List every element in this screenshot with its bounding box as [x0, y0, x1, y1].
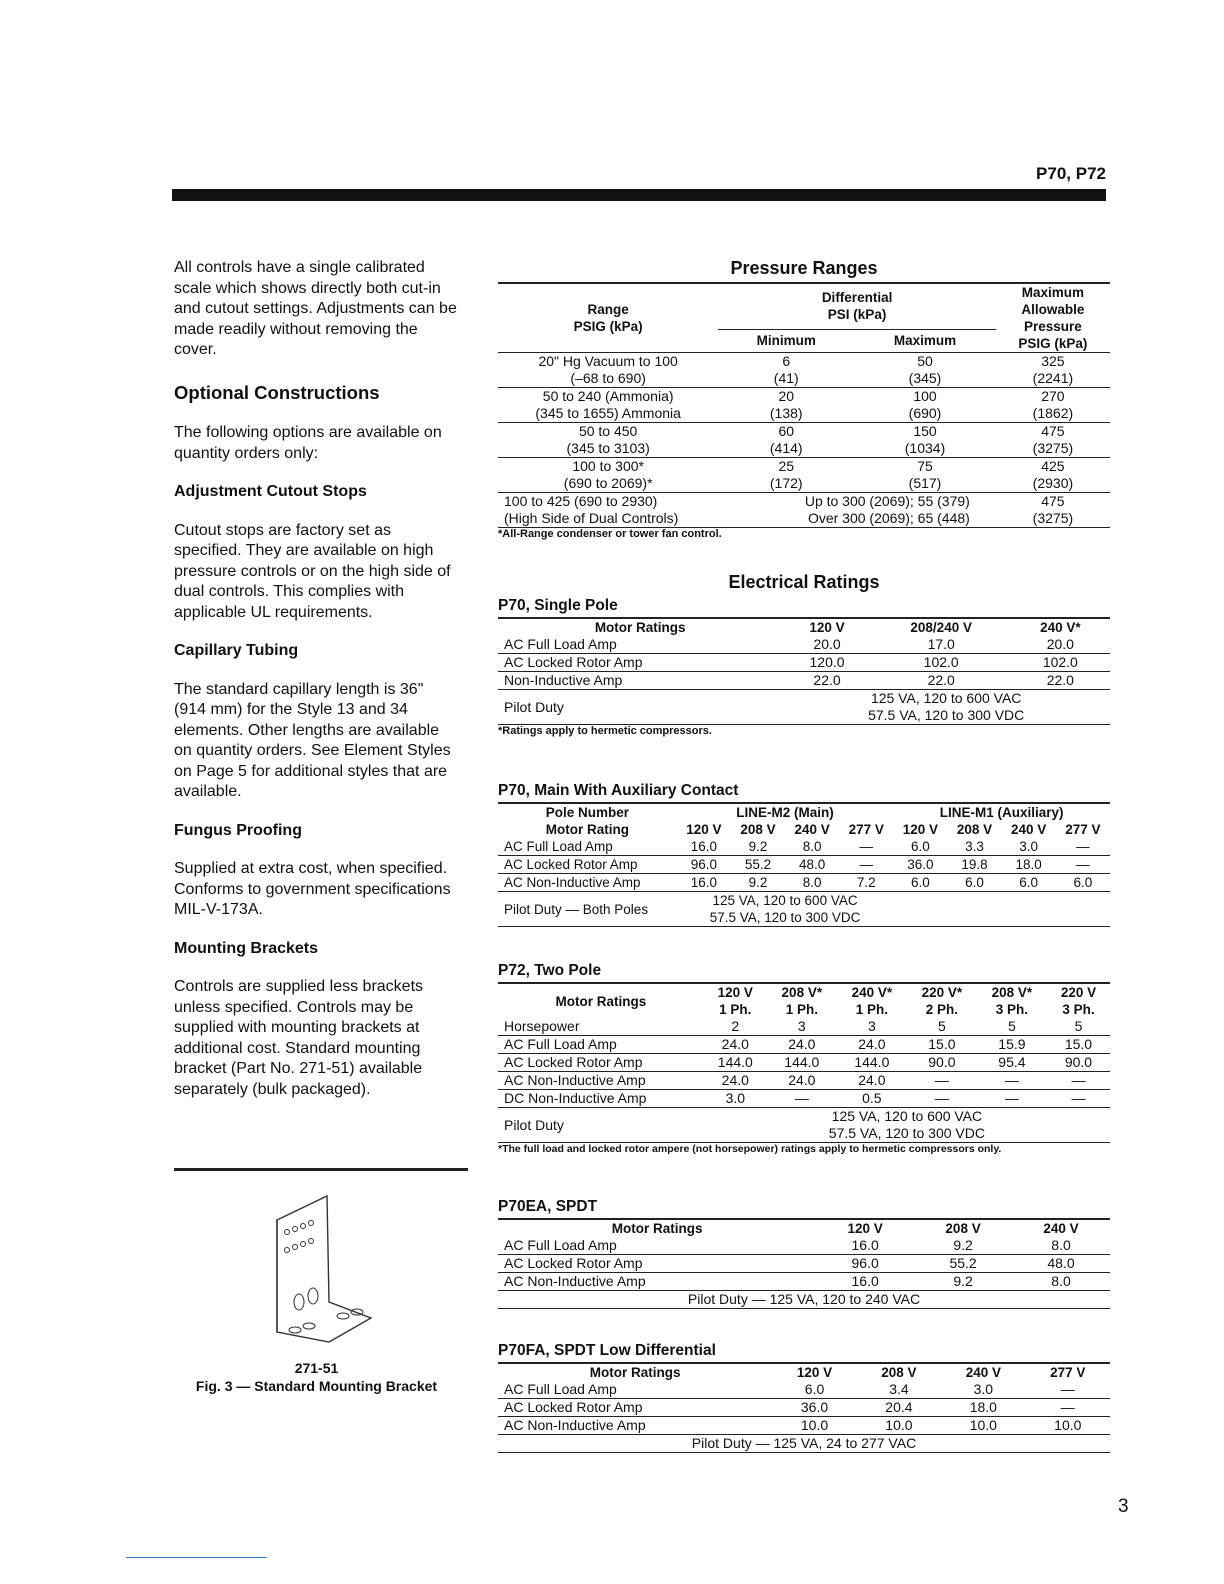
table-cell: 22.0	[1011, 672, 1110, 690]
table-cell: 19.8	[947, 856, 1001, 874]
column-header: 120 V	[847, 1221, 883, 1236]
table-cell: (345 to 1655) Ammonia	[498, 405, 718, 423]
table-cell: 48.0	[1012, 1255, 1110, 1273]
pressure-ranges-section	[498, 258, 1110, 540]
p70ea-table	[498, 1218, 1110, 1309]
table-cell: (690 to 2069)*	[498, 475, 718, 493]
column-header: 120 V	[809, 620, 845, 635]
table-cell: 96.0	[677, 856, 731, 874]
table-cell: 3.3	[947, 838, 1001, 856]
document-code: P70, P72	[1036, 164, 1106, 183]
table-cell: AC Non-Inductive Amp	[498, 1072, 704, 1090]
table-cell: 10.0	[772, 1417, 856, 1435]
table-cell: (690)	[854, 405, 996, 423]
table-cell: Over 300 (2069); 65 (448)	[718, 510, 996, 528]
column-header: Pole Number	[545, 805, 630, 820]
table-cell: AC Non-Inductive Amp	[498, 874, 677, 892]
table-cell: AC Full Load Amp	[498, 1237, 816, 1255]
table-cell: —	[1026, 1381, 1110, 1399]
p70-single-pole-table	[498, 617, 1110, 725]
column-header: 208 V	[881, 1365, 917, 1380]
table-cell: (1862)	[996, 405, 1110, 423]
column-header: 208 V* 1 Ph.	[781, 985, 823, 1017]
table-cell: 16.0	[677, 874, 731, 892]
table-cell: (–68 to 690)	[498, 370, 718, 388]
diff-maximum-header: Maximum	[893, 333, 957, 349]
p70-single-pole-section	[498, 572, 1110, 737]
table-cell: AC Full Load Amp	[498, 1381, 772, 1399]
capillary-tubing-heading: Capillary Tubing	[174, 642, 299, 659]
table-cell: 3	[767, 1018, 837, 1036]
table-cell: AC Full Load Amp	[498, 636, 782, 654]
column-header: 240 V	[1011, 822, 1047, 837]
table-cell: 6.0	[893, 838, 947, 856]
table-cell: 36.0	[772, 1399, 856, 1417]
table-cell: 50 to 240 (Ammonia)	[542, 388, 674, 404]
table-cell: (414)	[718, 440, 854, 458]
p70ea-section	[498, 1198, 1110, 1309]
table-cell: 20.4	[857, 1399, 941, 1417]
table-cell: 10.0	[857, 1417, 941, 1435]
diff-minimum-header: Minimum	[756, 333, 816, 349]
table-cell: —	[907, 1072, 977, 1090]
table-cell: AC Full Load Amp	[498, 1036, 704, 1054]
table-cell: —	[907, 1090, 977, 1108]
table-cell: (517)	[854, 475, 996, 493]
table-cell: 24.0	[704, 1036, 767, 1054]
table-cell: 3.0	[704, 1090, 767, 1108]
fungus-proofing-heading: Fungus Proofing	[174, 821, 302, 839]
table-cell: —	[1056, 856, 1110, 874]
table-cell: —	[1047, 1090, 1110, 1108]
table-cell: 3.0	[941, 1381, 1025, 1399]
table-cell: 90.0	[907, 1054, 977, 1072]
p72-footnote: *The full load and locked rotor ampere (not horsepower) ratings apply to hermetic compressors only.	[498, 1143, 1002, 1155]
table-cell: 18.0	[941, 1399, 1025, 1417]
table-cell: AC Full Load Amp	[498, 838, 677, 856]
column-header: 208 V* 3 Ph.	[991, 985, 1033, 1017]
table-cell: Pilot Duty	[498, 1108, 704, 1143]
table-cell: 6	[782, 353, 791, 369]
table-cell: 6.0	[947, 874, 1001, 892]
table-cell: 24.0	[767, 1072, 837, 1090]
table-cell: 24.0	[767, 1036, 837, 1054]
table-cell: 2	[704, 1018, 767, 1036]
table-cell: (3275)	[996, 510, 1110, 528]
p72-title: P72, Two Pole	[498, 962, 602, 979]
table-cell: 22.0	[872, 672, 1011, 690]
header-rule	[172, 189, 1106, 201]
table-cell: —	[977, 1090, 1047, 1108]
column-header: 120 V	[902, 822, 939, 837]
column-header: Motor Ratings	[594, 620, 686, 635]
table-cell: Pilot Duty — 125 VA, 120 to 240 VAC	[498, 1291, 1110, 1309]
table-cell: 17.0	[872, 636, 1011, 654]
table-cell: AC Locked Rotor Amp	[498, 856, 677, 874]
differential-header: Differential PSI (kPa)	[718, 283, 996, 329]
table-cell: 125 VA, 120 to 600 VAC 57.5 VA, 120 to 300 VDC	[677, 892, 894, 927]
table-cell: 102.0	[872, 654, 1011, 672]
column-header: 240 V*	[1040, 620, 1081, 635]
table-cell: 5	[977, 1018, 1047, 1036]
table-cell: 9.2	[914, 1237, 1012, 1255]
scan-artifact-line	[126, 1557, 267, 1558]
table-cell: 10.0	[1026, 1417, 1110, 1435]
table-cell: 20.0	[782, 636, 871, 654]
table-cell: 8.0	[785, 838, 839, 856]
optional-constructions-heading: Optional Constructions	[174, 381, 380, 403]
table-cell: (1034)	[854, 440, 996, 458]
p70-single-pole-footnote: *Ratings apply to hermetic compressors.	[498, 725, 712, 737]
table-cell: 144.0	[767, 1054, 837, 1072]
table-cell: 55.2	[731, 856, 785, 874]
table-cell: 3.4	[857, 1381, 941, 1399]
table-cell: 25	[778, 458, 795, 474]
p70ea-title: P70EA, SPDT	[498, 1198, 598, 1215]
p72-section	[498, 962, 1110, 1155]
figure-number: 271-51	[294, 1360, 339, 1376]
table-cell: 15.0	[1047, 1036, 1110, 1054]
table-cell: AC Locked Rotor Amp	[498, 1255, 816, 1273]
column-header: Motor Rating	[545, 822, 629, 837]
table-cell: 6.0	[1002, 874, 1056, 892]
table-cell: Pilot Duty — 125 VA, 24 to 277 VAC	[498, 1435, 1110, 1453]
table-cell: 3	[837, 1018, 907, 1036]
table-cell: 16.0	[816, 1237, 914, 1255]
table-cell: 8.0	[1012, 1237, 1110, 1255]
column-header: 220 V 3 Ph.	[1060, 985, 1097, 1017]
table-cell: 425	[1041, 458, 1065, 474]
column-header: 277 V	[1050, 1365, 1086, 1380]
table-cell: 22.0	[782, 672, 871, 690]
p70-aux-table	[498, 802, 1110, 927]
table-cell: AC Non-Inductive Amp	[498, 1417, 772, 1435]
table-cell: 6.0	[1056, 874, 1110, 892]
column-header: Motor Ratings	[589, 1365, 681, 1380]
column-header: Motor Ratings	[555, 993, 647, 1009]
table-cell: 100 to 300*	[572, 458, 644, 474]
table-cell: 150	[913, 423, 937, 439]
range-header: Range PSIG (kPa)	[573, 302, 643, 334]
table-cell: (172)	[718, 475, 854, 493]
column-header: 120 V 1 Ph.	[717, 985, 753, 1017]
table-cell: 50 to 450	[578, 423, 638, 439]
table-cell: 475	[1041, 493, 1065, 509]
table-cell: 16.0	[816, 1273, 914, 1291]
table-cell: (High Side of Dual Controls)	[498, 510, 718, 528]
table-cell: 125 VA, 120 to 600 VAC 57.5 VA, 120 to 300 VDC	[704, 1108, 1110, 1143]
table-cell: AC Locked Rotor Amp	[498, 1054, 704, 1072]
table-cell: (3275)	[996, 440, 1110, 458]
left-divider	[174, 1168, 468, 1171]
table-cell: 6.0	[893, 874, 947, 892]
column-header: 120 V	[686, 822, 722, 837]
mounting-bracket-illustration	[265, 1192, 385, 1352]
column-header: 208 V	[945, 1221, 981, 1236]
p70-aux-section	[498, 782, 1110, 927]
fungus-proofing-text: Supplied at extra cost, when specified. Conforms to government specifications MIL-V-173A.	[174, 860, 451, 918]
table-cell: 60	[778, 423, 795, 439]
pressure-ranges-title: Pressure Ranges	[730, 258, 878, 278]
column-header: 220 V* 2 Ph.	[921, 985, 963, 1017]
table-cell: 48.0	[785, 856, 839, 874]
table-cell: 24.0	[837, 1036, 907, 1054]
column-header: Motor Ratings	[611, 1221, 703, 1236]
table-cell: 120.0	[782, 654, 871, 672]
mounting-brackets-text: Controls are supplied less brackets unless specified. Controls may be supplied with mounting brackets at additional cost. Standard mounting bracket (Part No. 271-51) available separately (bulk packaged).	[174, 978, 424, 1098]
table-cell: —	[977, 1072, 1047, 1090]
table-cell: 325	[1041, 353, 1065, 369]
table-cell: 144.0	[704, 1054, 767, 1072]
optional-constructions-text: The following options are available on quantity orders only:	[174, 424, 442, 462]
table-cell: 20" Hg Vacuum to 100	[538, 353, 678, 369]
capillary-tubing-text: The standard capillary length is 36" (914 mm) for the Style 13 and 34 elements. Other lengths are available on quantity orders. See Element Styles on Page 5 for additional styles that are available.	[174, 680, 451, 800]
p70-aux-title: P70, Main With Auxiliary Contact	[498, 782, 739, 799]
column-header: 120 V	[796, 1365, 833, 1380]
column-header: 240 V* 1 Ph.	[851, 985, 893, 1017]
left-column	[174, 258, 459, 1100]
page-number: 3	[1118, 1496, 1129, 1517]
table-cell: Up to 300 (2069); 55 (379)	[804, 493, 970, 509]
column-header: LINE-M2 (Main)	[736, 805, 834, 820]
column-header: 240 V	[794, 822, 830, 837]
pressure-footnote: *All-Range condenser or tower fan control.	[498, 528, 722, 540]
table-cell: 16.0	[677, 838, 731, 856]
p70fa-table	[498, 1362, 1110, 1453]
table-cell: Horsepower	[498, 1018, 704, 1036]
table-cell: (2241)	[996, 370, 1110, 388]
table-cell: 15.9	[977, 1036, 1047, 1054]
column-header: 277 V	[1065, 822, 1101, 837]
table-cell: 20.0	[1011, 636, 1110, 654]
pressure-ranges-table	[498, 282, 1110, 528]
table-cell: 125 VA, 120 to 600 VAC 57.5 VA, 120 to 300 VDC	[782, 690, 1110, 725]
table-cell: —	[839, 838, 893, 856]
table-cell: AC Locked Rotor Amp	[498, 654, 782, 672]
table-cell: (2930)	[996, 475, 1110, 493]
mounting-brackets-heading: Mounting Brackets	[174, 939, 319, 957]
p72-table	[498, 982, 1110, 1143]
column-header: 240 V	[965, 1365, 1001, 1380]
table-cell: 270	[1041, 388, 1065, 404]
figure-caption: Fig. 3 — Standard Mounting Bracket	[195, 1378, 438, 1394]
table-cell: 100 to 425 (690 to 2930)	[504, 493, 658, 509]
table-cell: 0.5	[837, 1090, 907, 1108]
column-header: 240 V	[1043, 1221, 1079, 1236]
table-cell: Pilot Duty	[498, 690, 782, 725]
table-cell: DC Non-Inductive Amp	[498, 1090, 704, 1108]
column-header: 208/240 V	[910, 620, 972, 635]
table-cell: AC Locked Rotor Amp	[498, 1399, 772, 1417]
column-header: 277 V	[848, 822, 884, 837]
table-cell: (41)	[718, 370, 854, 388]
table-cell: 8.0	[1012, 1273, 1110, 1291]
table-cell: 96.0	[816, 1255, 914, 1273]
column-header: 208 V	[956, 822, 993, 837]
table-cell: 20	[778, 388, 795, 404]
table-cell: 75	[917, 458, 933, 474]
table-cell: 9.2	[731, 838, 785, 856]
table-cell: 95.4	[977, 1054, 1047, 1072]
table-cell: 7.2	[839, 874, 893, 892]
table-cell: AC Non-Inductive Amp	[498, 1273, 816, 1291]
table-cell: 5	[1047, 1018, 1110, 1036]
p70-single-pole-title: P70, Single Pole	[498, 597, 618, 614]
max-pressure-header: Maximum Allowable Pressure PSIG (kPa)	[1018, 285, 1088, 351]
table-cell: (138)	[718, 405, 854, 423]
table-cell: (345 to 3103)	[498, 440, 718, 458]
p70fa-section	[498, 1342, 1110, 1453]
table-cell: 9.2	[731, 874, 785, 892]
table-cell: —	[1026, 1399, 1110, 1417]
table-cell: (345)	[854, 370, 996, 388]
table-cell: 100	[913, 388, 937, 404]
table-cell: 36.0	[893, 856, 947, 874]
table-cell: 10.0	[941, 1417, 1025, 1435]
table-cell: 55.2	[914, 1255, 1012, 1273]
column-header: 208 V	[740, 822, 776, 837]
table-cell: —	[1056, 838, 1110, 856]
intro-paragraph: All controls have a single calibrated scale which shows directly both cut-in and cutout settings. Adjustments can be made readily without removing the cover.	[174, 259, 457, 358]
table-cell: —	[767, 1090, 837, 1108]
table-cell: 5	[907, 1018, 977, 1036]
p70fa-title: P70FA, SPDT Low Differential	[498, 1342, 716, 1359]
table-cell: 9.2	[914, 1273, 1012, 1291]
table-cell: 24.0	[704, 1072, 767, 1090]
table-cell: 15.0	[907, 1036, 977, 1054]
adjustment-cutout-stops-text: Cutout stops are factory set as specified. They are available on high pressure controls or on the high side of dual controls. This complies with applicable UL requirements.	[174, 521, 451, 621]
table-cell: 50	[917, 353, 933, 369]
table-cell: Non-Inductive Amp	[498, 672, 782, 690]
table-cell: 90.0	[1047, 1054, 1110, 1072]
table-cell: 3.0	[1002, 838, 1056, 856]
table-cell: 6.0	[772, 1381, 856, 1399]
table-cell: 8.0	[785, 874, 839, 892]
column-header: LINE-M1 (Auxiliary)	[939, 805, 1064, 820]
table-cell: Pilot Duty — Both Poles	[498, 892, 677, 927]
table-cell: 102.0	[1011, 654, 1110, 672]
table-cell: 144.0	[837, 1054, 907, 1072]
adjustment-cutout-stops-heading: Adjustment Cutout Stops	[174, 483, 367, 500]
table-cell: 475	[1041, 423, 1065, 439]
table-cell: —	[1047, 1072, 1110, 1090]
electrical-ratings-title: Electrical Ratings	[728, 572, 880, 592]
table-cell: 24.0	[837, 1072, 907, 1090]
table-cell: 18.0	[1002, 856, 1056, 874]
table-cell: —	[839, 856, 893, 874]
